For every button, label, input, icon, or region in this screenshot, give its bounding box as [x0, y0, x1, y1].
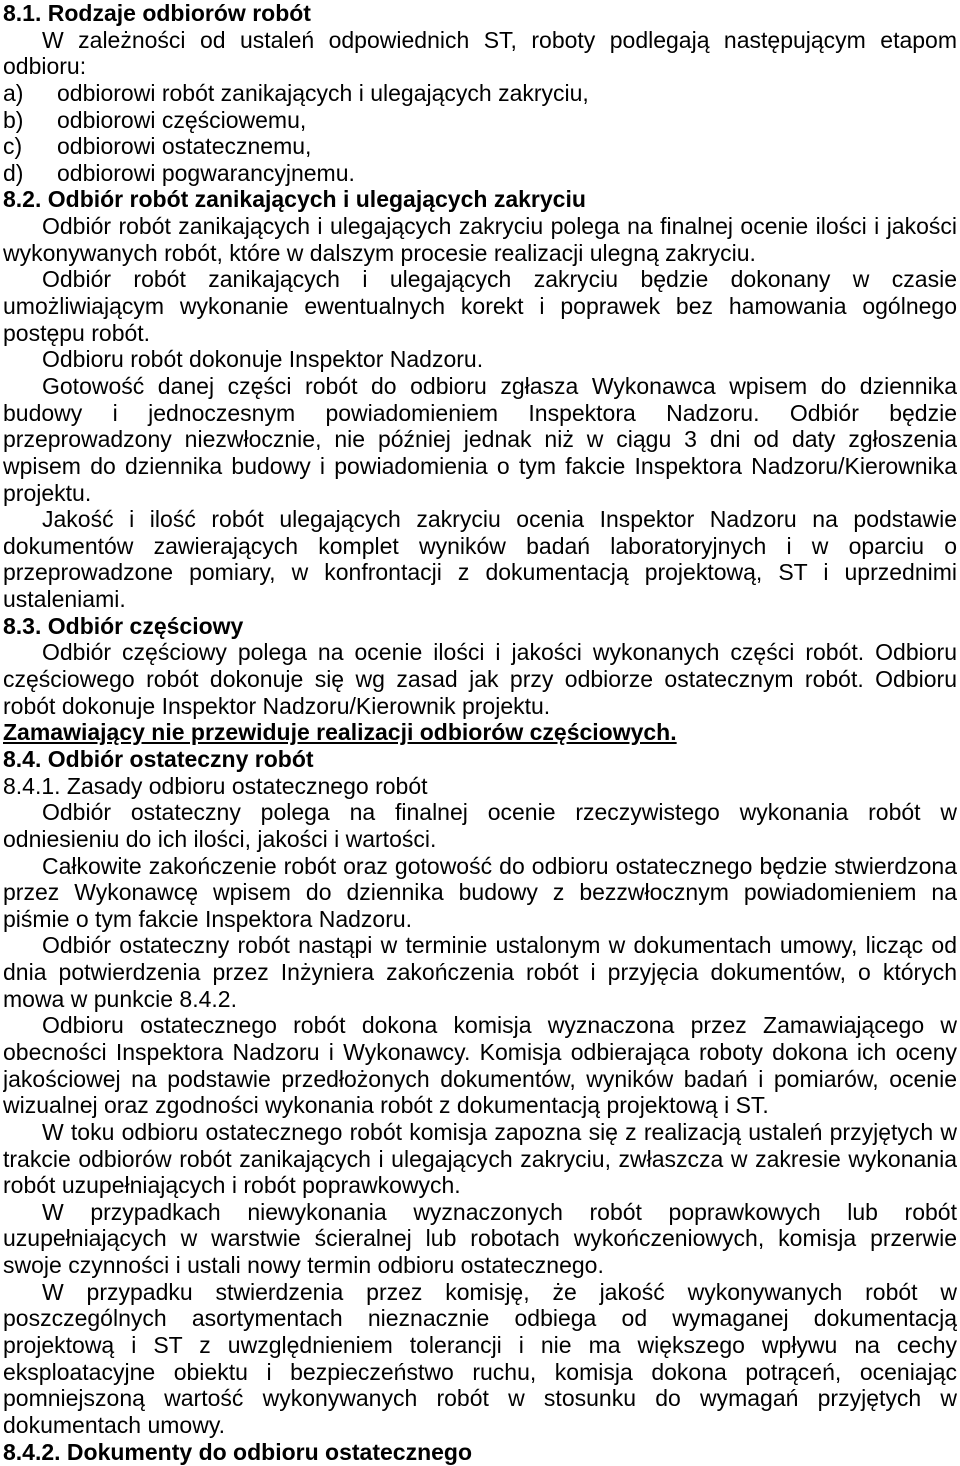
paragraph-line: Odbiór częściowy polega na ocenie ilości i jakości wykonanych części robót. Odbioru — [42, 639, 957, 666]
paragraph-line: W przypadku stwierdzenia przez komisję, że jakość wykonywanych robót w — [42, 1278, 957, 1305]
paragraph-line: robót uzupełniających i robót poprawkowych. — [3, 1172, 461, 1199]
paragraph-line: W zależności od ustaleń odpowiednich ST, roboty podlegają następującym etapom — [42, 26, 957, 53]
paragraph — [3, 346, 957, 373]
list-item — [3, 80, 957, 107]
paragraph-line: wpisem do dziennika budowy i powiadomienia o tym fakcie Inspektora Nadzoru/Kierownika — [3, 452, 957, 479]
list-item-text: odbiorowi ostatecznemu, — [57, 133, 312, 160]
paragraph — [3, 639, 957, 719]
acceptance-stages-list — [3, 80, 957, 187]
list-item-text: odbiorowi pogwarancyjnemu. — [57, 159, 355, 186]
paragraph-line: odbioru: — [3, 53, 87, 80]
paragraph-line: projektową i ST z uwzględnieniem tolerancji i nie ma większego wpływu na cechy — [3, 1332, 957, 1359]
paragraph-line: poszczególnych asortymentach nieznacznie odbiega od wymaganej dokumentacją — [3, 1305, 957, 1332]
paragraph-line: przeprowadzone pomiary, w konfrontacji z dokumentacją projektową, ST i uprzednimi — [3, 559, 957, 586]
paragraph-line: Odbioru robót dokonuje Inspektor Nadzoru. — [42, 346, 484, 373]
paragraph-line: odniesieniu do ich ilości, jakości i wartości. — [3, 825, 437, 852]
paragraph-line: robót dokonuje Inspektor Nadzoru/Kierownik projektu. — [3, 692, 551, 719]
section-heading: 8.2. Odbiór robót zanikających i ulegających zakryciu — [3, 186, 586, 213]
paragraph-line: przeprowadzony niezwłocznie, nie później jednak niż w ciągu 3 dni od daty zgłoszenia — [3, 426, 957, 453]
paragraph-line: wykonywanych robót, które w dalszym procesie realizacji ulegną zakryciu. — [3, 239, 756, 266]
paragraph-line: uzupełniających w warstwie ścieralnej lub robotach wykończeniowych, komisja przerwie — [3, 1225, 957, 1252]
list-marker: b) — [3, 106, 24, 133]
paragraph-line: dokumentach umowy. — [3, 1411, 226, 1438]
paragraph-line: Odbioru ostatecznego robót dokona komisja wyznaczona przez Zamawiającego w — [42, 1012, 957, 1039]
paragraph — [3, 27, 957, 80]
paragraph-line: Odbiór ostateczny robót nastąpi w terminie ustalonym w dokumentach umowy, licząc od — [42, 932, 957, 959]
paragraph-line: jakościowej na podstawie przedłożonych dokumentów, wyników badań i pomiarów, ocenie — [3, 1065, 957, 1092]
paragraph-line: pomniejszoną wartość wykonywanych robót w stosunku do wymagań przyjętych w — [3, 1385, 957, 1412]
paragraph-line: W przypadkach niewykonania wyznaczonych robót poprawkowych lub robót — [42, 1198, 957, 1225]
paragraph-line: umożliwiającym wykonanie ewentualnych korekt i poprawek bez hamowania ogólnego — [3, 293, 957, 320]
list-item-text: odbiorowi częściowemu, — [57, 106, 307, 133]
section-heading: 8.4.2. Dokumenty do odbioru ostatecznego — [3, 1438, 473, 1465]
list-item — [3, 107, 957, 134]
paragraph-line: wizualnej oraz zgodności wykonania robót z dokumentacją projektową i ST. — [3, 1092, 769, 1119]
paragraph-line: Odbiór robót zanikających i ulegających zakryciu będzie dokonany w czasie — [42, 266, 957, 293]
paragraph — [3, 1012, 957, 1119]
paragraph — [3, 266, 957, 346]
paragraph-line: eksploatacyjne obiektu i bezpieczeństwo ruchu, komisja dokona potrąceń, oceniając — [3, 1358, 957, 1385]
paragraph — [3, 1119, 957, 1199]
paragraph-line: Odbiór ostateczny polega na finalnej ocenie rzeczywistego wykonania robót w — [42, 799, 957, 826]
paragraph-line: Odbiór robót zanikających i ulegających zakryciu polega na finalnej ocenie ilości i jakości — [42, 213, 957, 240]
paragraph-line: ustaleniami. — [3, 586, 126, 613]
section-heading: 8.4. Odbiór ostateczny robót — [3, 745, 314, 772]
paragraph — [3, 1199, 957, 1279]
paragraph — [3, 506, 957, 613]
paragraph — [3, 932, 957, 1012]
paragraph — [3, 799, 957, 852]
paragraph-line: trakcie odbiorów robót zanikających i ulegających zakryciu, zwłaszcza w zakresie wykonania — [3, 1145, 957, 1172]
paragraph-line: Gotowość danej części robót do odbioru zgłasza Wykonawca wpisem do dziennika — [42, 372, 957, 399]
paragraph — [3, 373, 957, 506]
subsection-heading: 8.4.1. Zasady odbioru ostatecznego robót — [3, 772, 428, 799]
paragraph-line: mowa w punkcie 8.4.2. — [3, 985, 237, 1012]
paragraph-line: swoje czynności i ustali nowy termin odbioru ostatecznego. — [3, 1252, 604, 1279]
paragraph-line: W toku odbioru ostatecznego robót komisja zapozna się z realizacją ustaleń przyjętych w — [42, 1118, 957, 1145]
paragraph — [3, 1279, 957, 1439]
paragraph-line: obecności Inspektora Nadzoru i Wykonawcy. Komisja odbierająca roboty dokona ich oceny — [3, 1038, 957, 1065]
paragraph — [3, 853, 957, 933]
paragraph-line: przez Wykonawcę wpisem do dziennika budowy z bezzwłocznym powiadomieniem na — [3, 879, 957, 906]
section-heading: 8.1. Rodzaje odbiorów robót — [3, 0, 311, 26]
list-marker: a) — [3, 79, 24, 106]
paragraph — [3, 213, 957, 266]
list-item — [3, 133, 957, 160]
paragraph-line: dokumentów zawierających komplet wyników badań laboratoryjnych i w oparciu o — [3, 532, 957, 559]
paragraph-line: postępu robót. — [3, 319, 151, 346]
paragraph-line: piśmie o tym fakcie Inspektora Nadzoru. — [3, 905, 413, 932]
paragraph-line: budowy i jednoczesnym powiadomieniem Inspektora Nadzoru. Odbiór będzie — [3, 399, 957, 426]
list-item — [3, 160, 957, 187]
notice-underlined: Zamawiający nie przewiduje realizacji odbiorów częściowych. — [3, 719, 677, 746]
paragraph-line: Całkowite zakończenie robót oraz gotowość do odbioru ostatecznego będzie stwierdzona — [42, 852, 957, 879]
paragraph-line: projektu. — [3, 479, 92, 506]
paragraph-line: dnia potwierdzenia przez Inżyniera zakończenia robót i przyjęcia dokumentów, o których — [3, 959, 957, 986]
list-marker: c) — [3, 133, 23, 160]
list-item-text: odbiorowi robót zanikających i ulegających zakryciu, — [57, 79, 589, 106]
section-heading: 8.3. Odbiór częściowy — [3, 612, 244, 639]
list-marker: d) — [3, 159, 24, 186]
paragraph-line: Jakość i ilość robót ulegających zakryciu ocenia Inspektor Nadzoru na podstawie — [42, 506, 957, 533]
paragraph-line: częściowego robót dokonuje się wg zasad jak przy odbiorze ostatecznym robót. Odbioru — [3, 666, 957, 693]
